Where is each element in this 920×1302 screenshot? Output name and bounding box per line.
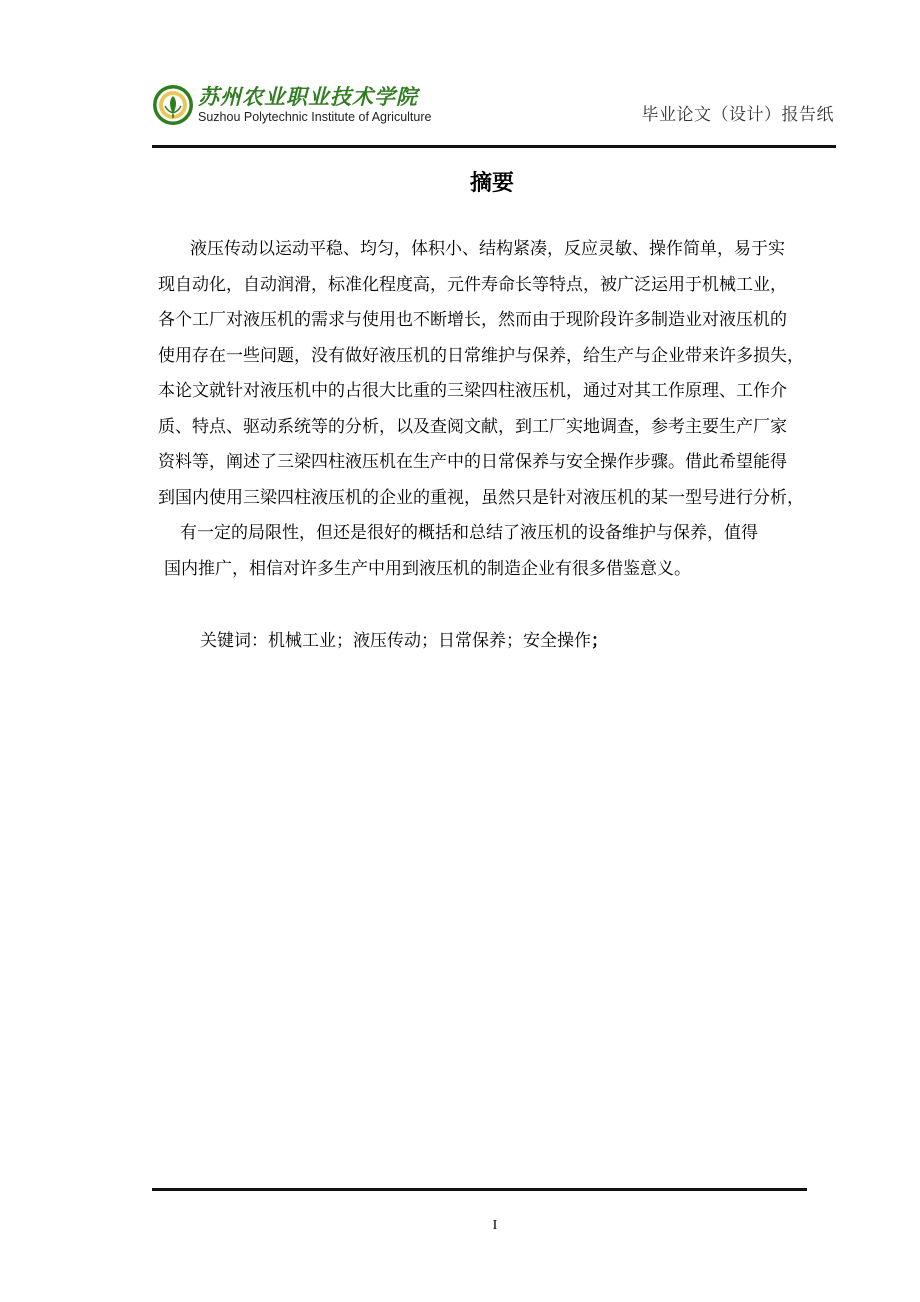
abstract-line: 现自动化，自动润滑，标准化程度高，元件寿命长等特点，被广泛运用于机械工业， [158,275,787,295]
abstract-line: 各个工厂对液压机的需求与使用也不断增长，然而由于现阶段许多制造业对液压机的 [158,310,787,330]
abstract-line: 质、特点、驱动系统等的分析，以及查阅文献，到工厂实地调查，参考主要生产厂家 [158,417,787,437]
document-type-label: 毕业论文（设计）报告纸 [641,105,834,125]
page-number: I [492,1218,498,1233]
abstract-line: 使用存在一些问题，没有做好液压机的日常维护与保养，给生产与企业带来许多损失， [158,346,804,366]
abstract-line: 液压传动以运动平稳、均匀，体积小、结构紧凑，反应灵敏、操作简单，易于实 [190,239,785,259]
abstract-line: 本论文就针对液压机中的占很大比重的三梁四柱液压机，通过对其工作原理、工作介 [158,381,787,401]
abstract-title: 摘要 [469,171,514,196]
header-divider [152,145,836,148]
school-name-english: Suzhou Polytechnic Institute of Agriculture [198,110,432,124]
keywords-line [200,630,608,652]
school-name-chinese: 苏州农业职业技术学院 [198,85,418,109]
abstract-line: 有一定的局限性，但还是很好的概括和总结了液压机的设备维护与保养，值得 [180,523,758,543]
page-header [152,82,836,132]
keywords-label: 关键词： [200,631,268,651]
keywords-list: 机械工业；液压传动；日常保养；安全操作 [268,631,591,651]
keywords-terminator: ； [591,631,608,651]
footer-divider [152,1188,807,1191]
abstract-line: 国内推广，相信对许多生产中用到液压机的制造企业有很多借鉴意义。 [164,559,691,579]
school-emblem-icon [152,84,194,126]
abstract-line: 到国内使用三梁四柱液压机的企业的重视，虽然只是针对液压机的某一型号进行分析， [158,488,804,508]
abstract-line: 资料等，阐述了三梁四柱液压机在生产中的日常保养与安全操作步骤。借此希望能得 [158,452,787,472]
